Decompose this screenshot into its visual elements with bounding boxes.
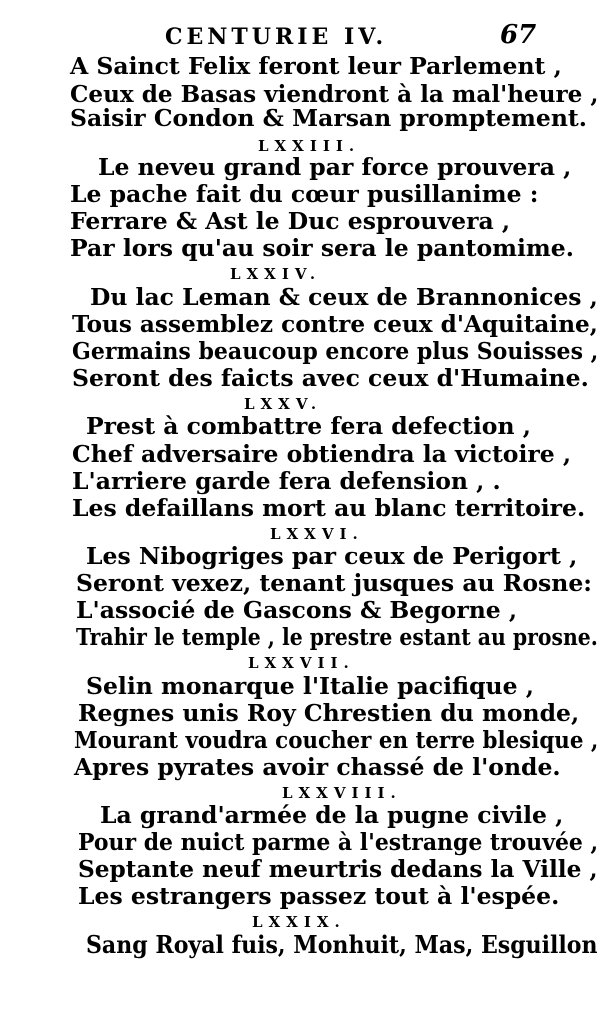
quatrain-number: LXXVII. (248, 654, 355, 672)
verse-line: A Sainct Felix feront leur Parlement , (70, 52, 562, 80)
running-title: CENTURIE IV. (165, 24, 388, 50)
verse-line: L'associé de Gascons & Begorne , (76, 596, 518, 624)
verse-line: Germains beaucoup encore plus Souisses , (72, 337, 599, 365)
verse-line: Seront des faicts avec ceux d'Humaine. (72, 364, 589, 392)
verse-line: Le pache fait du cœur pusillanime : (70, 180, 539, 208)
verse-line: L'arriere garde fera defension , . (72, 467, 501, 495)
quatrain-number: LXXVI. (270, 525, 364, 543)
verse-line: Les Nibogriges par ceux de Perigort , (86, 542, 578, 570)
verse-line: Sang Royal fuis, Monhuit, Mas, Esguillon (86, 930, 598, 959)
verse-line: Chef adversaire obtiendra la victoire , (72, 440, 572, 468)
verse-line: Septante neuf meurtris dedans la Ville , (78, 855, 598, 883)
verse-line: Le neveu grand par force prouvera , (98, 153, 572, 181)
verse-line: Trahir le temple , le prestre estant au prosne. (76, 623, 598, 651)
page-header (0, 20, 603, 56)
verse-line: Tous assemblez contre ceux d'Aquitaine, (72, 310, 598, 338)
verse-line: Saisir Condon & Marsan promptement. (70, 104, 587, 132)
verse-line: Selin monarque l'Italie pacifique , (86, 672, 534, 700)
verse-line: Mourant voudra coucher en terre blesique , (74, 726, 599, 754)
verse-line: Ceux de Basas viendront à la mal'heure , (70, 80, 599, 108)
verse-line: La grand'armée de la pugne civile , (100, 801, 564, 829)
quatrain-number: LXXV. (244, 395, 323, 413)
quatrain-number: LXXIV. (230, 265, 322, 283)
verse-line: Par lors qu'au soir sera le pantomime. (70, 234, 574, 262)
quatrain-number: LXXVIII. (282, 784, 402, 802)
verse-line: Apres pyrates avoir chassé de l'onde. (74, 753, 561, 781)
verse-line: Pour de nuict parme à l'estrange trouvée , (78, 828, 599, 856)
verse-line: Prest à combattre fera defection , (86, 412, 531, 440)
verse-line: Seront vexez, tenant jusques au Rosne: (76, 569, 592, 597)
verse-line: Ferrare & Ast le Duc esprouvera , (70, 207, 511, 235)
verse-line: Les defaillans mort au blanc territoire. (72, 494, 586, 522)
verse-line: Les estrangers passez tout à l'espée. (78, 882, 560, 910)
quatrain-number: LXXIII. (258, 137, 361, 155)
page-number: 67 (500, 20, 537, 50)
verse-line: Regnes unis Roy Chrestien du monde, (78, 699, 580, 727)
verse-line: Du lac Leman & ceux de Brannonices , (90, 283, 598, 311)
quatrain-number: LXXIX. (252, 913, 346, 931)
